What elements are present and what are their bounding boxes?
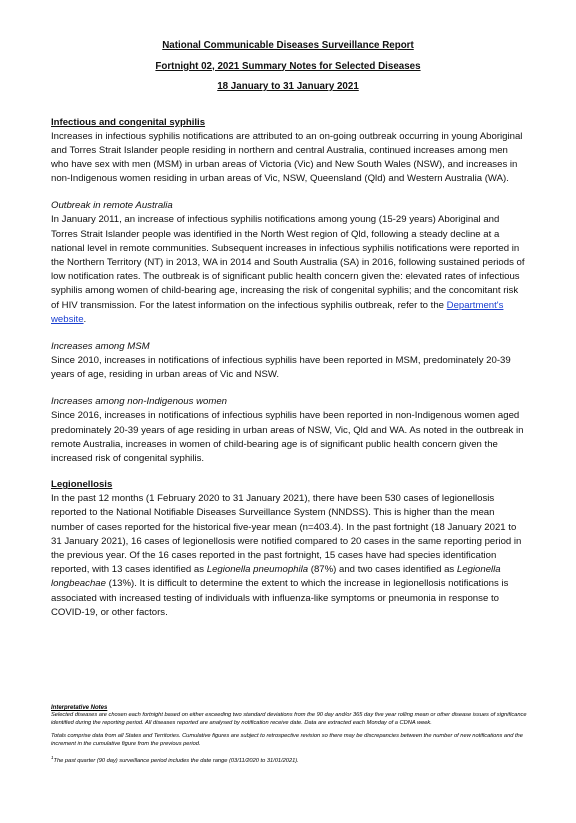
report-subtitle: Fortnight 02, 2021 Summary Notes for Selected Diseases [155,60,421,72]
women-heading: Increases among non-Indigenous women [51,396,227,408]
report-date-range: 18 January to 31 January 2021 [217,81,359,92]
note-quarter-text: The past quarter (90 day) surveillance period includes the date range (03/11/2020 to 31/01/2021). [53,758,299,765]
note-selection: Selected diseases are chosen each fortnight based on either exceeding two standard deviations from the 90 day and/or 365 day five year rolling mean or other disease issues of significance identified during the reporting period. All diseases reported are analysed by notification receive date. Data are extracted each Monday of a CDNA week. [51,712,527,726]
remote-outbreak-body: In January 2011, an increase of infectious syphilis notifications among young (15-29 years) Aboriginal and Torres Strait Islander people was identified in the North West region of Qld, following a steady decline at a national level in remote communities. Subsequent increases in infectious syphilis notifications were reported in the Northern Territory (NT) in 2013, WA in 2014 and South Australia (SA) in 2016, following sustained periods of low notification rates. The outbreak is of significant public health concern given the: elevated rates of infectious syphilis among women of child-bearing age, increasing the risk of congenital syphilis; and the concomitant risk of HIV transmission. For the latest information on the infectious syphilis outbreak, refer to the [51,214,525,311]
legionellosis-text [51,492,525,620]
species-pneumophila: Legionella pneumophila [206,564,309,576]
footnote-marker: 1 [51,755,54,761]
note-quarter [51,754,536,765]
msm-heading: Increases among MSM [51,340,150,352]
interpretative-notes [51,704,536,766]
legionellosis-text-a: In the past 12 months (1 February 2020 to 31 January 2021), there have been 530 cases of legionellosis reported to the National Notifiable Diseases Surveillance System (NNDSS). This is higher than the mean number of cases reported for the historical five-year mean (n=403.4). In the past fortnight (18 January 2021 to 31 January 2021), 16 cases of legionellosis were notified compared to 20 cases in the same reporting period in the previous year. Of the 16 cases reported in the past fortnight, 15 cases have had species identification reported, with 13 cases identified as [51,493,522,576]
legionellosis-text-c: (13%). It is difficult to determine the extent to which the increase in legionellosis notifications is associated with increased testing of individuals with influenza-like symptoms or pneumonia in response to COVID-19, or other factors. [51,578,509,618]
department-website-link[interactable]: Department's website [51,299,504,325]
notes-heading: Interpretative Notes [51,705,108,711]
msm-text: Since 2010, increases in notifications of infectious syphilis have been reported in MSM, predominately 20-39 years of age, residing in urban areas of Vic and NSW. [51,354,511,381]
legionellosis-text-b: (87%) and two cases identified as [308,564,457,576]
remote-outbreak-text [51,213,525,327]
legionellosis-heading: Legionellosis [51,479,113,491]
note-totals: Totals comprise data from all States and Territories. Cumulative figures are subject to retrospective revision so there may be discrepancies between the number of new notifications and the increment in the cumulative figure from the previous period. [51,733,523,747]
remote-outbreak-heading: Outbreak in remote Australia [51,200,173,212]
remote-outbreak-end: . [83,313,87,325]
report-title: National Communicable Diseases Surveillance Report [162,40,414,51]
women-text: Since 2016, increases in notifications of infectious syphilis have been reported in non-Indigenous women aged predominately 20-39 years of age residing in urban areas of NSW, Vic, Qld and WA. As noted in the outbreak in remote Australia, increases in women of child-bearing age is of significant public health concern given the increased risk of congenital syphilis. [51,410,524,464]
syphilis-heading: Infectious and congenital syphilis [51,116,206,128]
species-longbeachae: Legionella longbeachae [51,564,501,590]
syphilis-intro: Increases in infectious syphilis notifications are attributed to an on-going outbreak occurring in young Aboriginal and Torres Strait Islander people residing in northern and central Australia, continued increases among men who have sex with men (MSM) in urban areas of Victoria (Vic) and New South Wales (NSW), and increases in non-Indigenous women residing in urban areas of Vic, NSW, Queensland (Qld) and Western Australia (WA). [51,130,523,185]
